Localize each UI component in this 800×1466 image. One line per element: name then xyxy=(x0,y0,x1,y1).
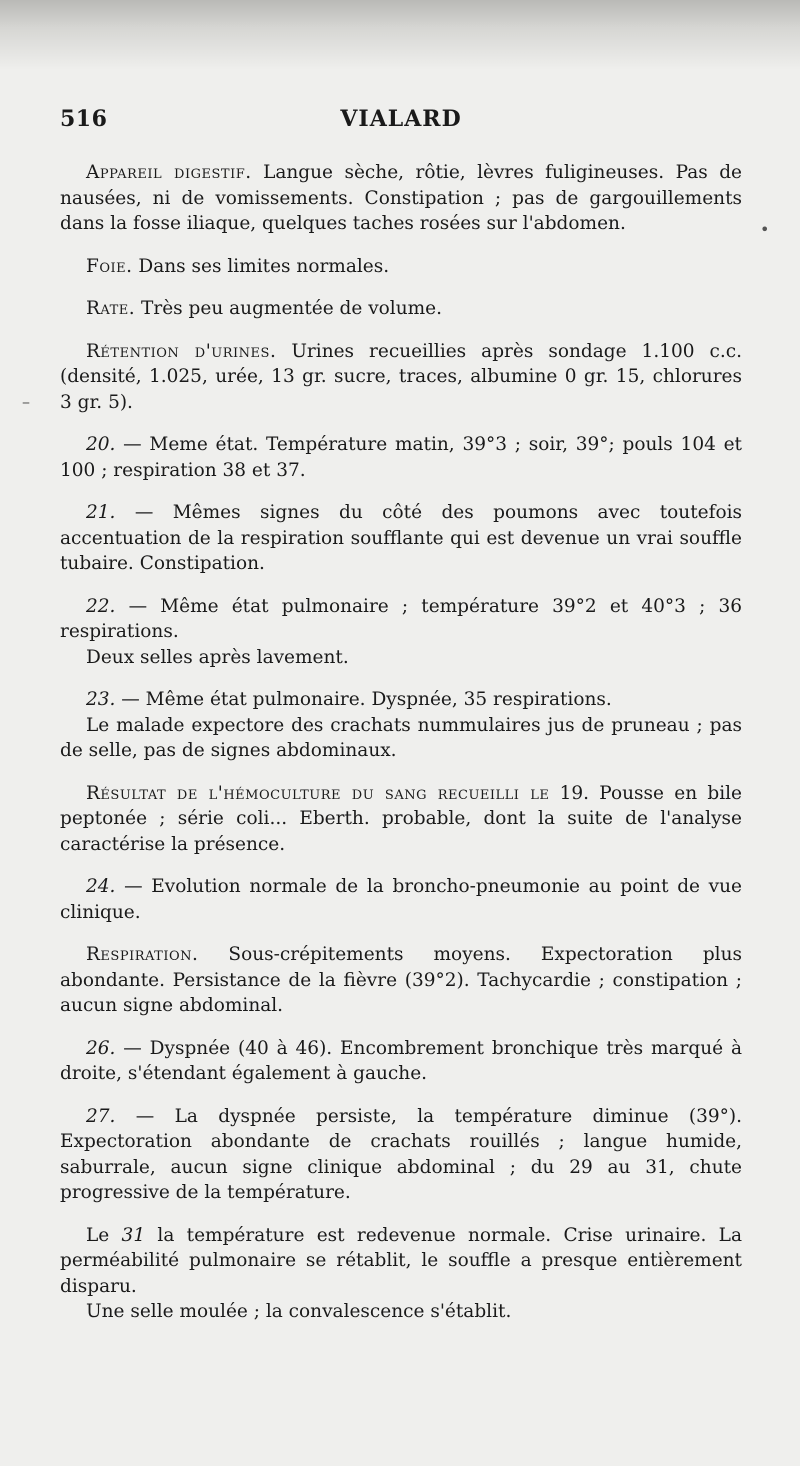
paragraph-day-22-extra: Deux selles après lavement. xyxy=(86,646,349,668)
paragraph-text: Dans ses limites normales. xyxy=(132,255,390,277)
paragraph-day-31 xyxy=(60,1223,742,1300)
paragraph-text: Urines recueillies après sondage 1.100 c.c. (densité, 1.025, urée, 13 gr. sucre, traces, albumine 0 gr. 15, chlorures 3 gr. 5). xyxy=(60,340,742,413)
day-number: 21. xyxy=(86,502,116,523)
paragraph-text: — Même état pulmonaire. Dyspnée, 35 respirations. xyxy=(115,689,612,710)
section-lead: Foie. xyxy=(86,255,133,277)
paragraph-foie xyxy=(60,254,742,280)
paragraph-day-23 xyxy=(60,687,742,713)
paragraph-text: — La dyspnée persiste, la température diminue (39°). Expectoration abondante de crachats rouillés ; langue humide, saburrale, aucun signe clinique abdominal ; du 29 au 31, chute progressive de la température. xyxy=(60,1105,742,1203)
section-lead: Résultat de l'hémoculture du sang recueilli le xyxy=(86,782,550,804)
paragraph-hemoculture xyxy=(60,781,742,858)
paragraph-text: la température est redevenue normale. Crise urinaire. La perméabilité pulmonaire se rétablit, le souffle a presque entièrement disparu. xyxy=(60,1224,742,1297)
day-number: 24. xyxy=(86,876,116,897)
page-number: 516 xyxy=(60,106,108,132)
paragraph-text: Langue sèche, rôtie, lèvres fuligineuses. Pas de nausées, ni de vomissements. Constipation ; pas de gargouillements dans la fosse iliaque, quelques taches rosées sur l'abdomen. xyxy=(60,162,742,234)
day-number: 20. xyxy=(86,434,116,455)
paragraph-day-27 xyxy=(60,1104,742,1206)
paragraph-text: — Dyspnée (40 à 46). Encombrement bronchique très marqué à droite, s'étendant également à gauche. xyxy=(60,1037,742,1084)
paragraph-retention-urines xyxy=(60,339,742,416)
body-text xyxy=(60,160,742,1325)
paragraph-day-24 xyxy=(60,874,742,925)
paragraph-text: — Mêmes signes du côté des poumons avec toutefois accentuation de la respiration soufflante qui est devenue un vrai souffle tubaire. Constipation. xyxy=(60,502,742,574)
page-header xyxy=(60,106,742,136)
scan-speck: • xyxy=(760,220,770,239)
paragraph-day-23-extra: Le malade expectore des crachats nummulaires jus de pruneau ; pas de selle, pas de signes abdominaux. xyxy=(60,714,742,761)
paragraph-appareil-digestif xyxy=(60,160,742,237)
paragraph-text: — Meme état. Température matin, 39°3 ; soir, 39°; pouls 104 et 100 ; respiration 38 et 37. xyxy=(60,434,742,481)
paragraph-day-26 xyxy=(60,1036,742,1087)
section-lead: Rétention d'urines. xyxy=(86,340,277,362)
section-lead: Appareil digestif. xyxy=(86,162,252,183)
paragraph-text: — Evolution normale de la broncho-pneumonie au point de vue clinique. xyxy=(60,876,742,923)
running-title: VIALARD xyxy=(340,106,462,132)
day-number: 31 xyxy=(121,1224,146,1246)
paragraph-text: Très peu augmentée de volume. xyxy=(135,298,442,319)
scan-dash: – xyxy=(22,392,30,411)
section-lead: Respiration. xyxy=(86,944,199,965)
day-number: 26. xyxy=(86,1037,116,1059)
paragraph-day-22 xyxy=(60,594,742,645)
paragraph-day-21 xyxy=(60,500,742,577)
paragraph-day-31-extra: Une selle moulée ; la convalescence s'établit. xyxy=(86,1301,512,1322)
paragraph-respiration xyxy=(60,942,742,1019)
day-number: 27. xyxy=(86,1105,116,1127)
paragraph-text: Sous-crépitements moyens. Expectoration plus abondante. Persistance de la fièvre (39°2). Tachycardie ; constipation ; aucun signe abdominal. xyxy=(60,944,742,1016)
paragraph-prefix: Le xyxy=(86,1224,122,1246)
paragraph-text: — Même état pulmonaire ; température 39°2 et 40°3 ; 36 respirations. xyxy=(60,595,742,642)
paragraph-day-20 xyxy=(60,432,742,483)
paragraph-rate xyxy=(60,296,742,322)
day-number: 23. xyxy=(86,689,116,710)
section-lead: Rate. xyxy=(86,298,136,319)
paragraph-text: 19. Pousse en bile peptonée ; série coli... Eberth. probable, dont la suite de l'analyse caractérise la présence. xyxy=(60,782,743,855)
day-number: 22. xyxy=(86,595,116,617)
